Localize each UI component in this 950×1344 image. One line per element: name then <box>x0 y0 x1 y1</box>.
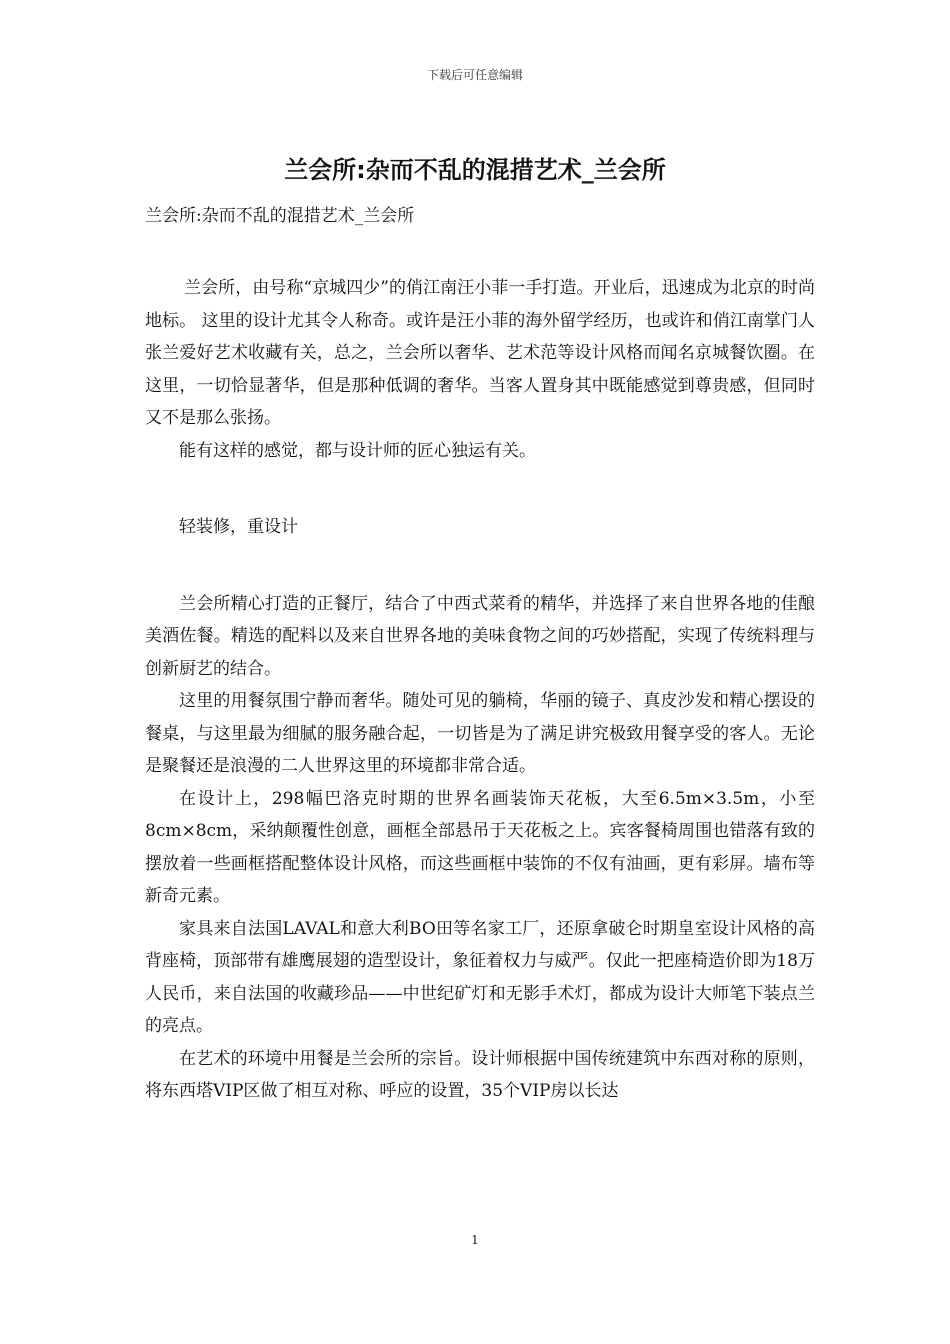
paragraph-gap <box>145 544 815 588</box>
paragraph-intro: 兰会所，由号称“京城四少”的俏江南汪小菲一手打造。开业后，迅速成为北京的时尚地标。 这里的设计尤其令人称奇。或许是汪小菲的海外留学经历，也或许和俏江南掌门人张兰爱好艺术收藏有关，总之，兰会所以奢华、艺术范等设计风格而闻名京城餐饮圈。在这里，一切恰显著华，但是那种低调的奢华。当客人置身其中既能感觉到尊贵感，但同时又不是那么张扬。 <box>145 278 815 428</box>
paragraph-feeling: 能有这样的感觉，都与设计师的匠心独运有关。 <box>179 440 536 461</box>
paragraph-art-dining: 在艺术的环境中用餐是兰会所的宗旨。设计师根据中国传统建筑中东西对称的原则，将东西塔VIP区做了相互对称、呼应的设置，35个VIP房以长达 <box>145 1048 815 1101</box>
body-text <box>145 272 815 1108</box>
paragraph-design: 在设计上，298幅巴洛克时期的世界名画装饰天花板，大至6.5m×3.5m，小至8cm×8cm，采纳颠覆性创意，画框全部悬吊于天花板之上。宾客餐椅周围也错落有致的摆放着一些画框搭配整体设计风格，而这些画框中装饰的不仅有油画，更有彩屏。墙布等新奇元素。 <box>145 788 815 906</box>
document-subtitle: 兰会所:杂而不乱的混措艺术_兰会所 <box>145 206 415 226</box>
paragraph-restaurant: 兰会所精心打造的正餐厅，结合了中西式菜肴的精华，并选择了来自世界各地的佳酿美酒佐餐。精选的配料以及来自世界各地的美味食物之间的巧妙搭配，实现了传统料理与创新厨艺的结合。 <box>145 593 815 679</box>
paragraph-gap <box>145 467 815 511</box>
page-number: 1 <box>471 1233 479 1247</box>
header-note: 下载后可任意编辑 <box>426 68 523 82</box>
document-title: 兰会所:杂而不乱的混措艺术_兰会所 <box>284 156 666 184</box>
paragraph-furniture: 家具来自法国LAVAL和意大利BO田等名家工厂，还原拿破仑时期皇室设计风格的高背座椅，顶部带有雄鹰展翅的造型设计，象征着权力与威严。仅此一把座椅造价即为18万人民币，来自法国的收藏珍品——中世纪矿灯和无影手术灯，都成为设计大师笔下装点兰的亮点。 <box>145 918 815 1036</box>
section-heading: 轻装修，重设计 <box>179 517 298 537</box>
paragraph-atmosphere: 这里的用餐氛围宁静而奢华。随处可见的躺椅，华丽的镜子、真皮沙发和精心摆设的餐桌，与这里最为细腻的服务融合起，一切皆是为了满足讲究极致用餐享受的客人。无论是聚餐还是浪漫的二人世界这里的环境都非常合适。 <box>145 691 815 776</box>
